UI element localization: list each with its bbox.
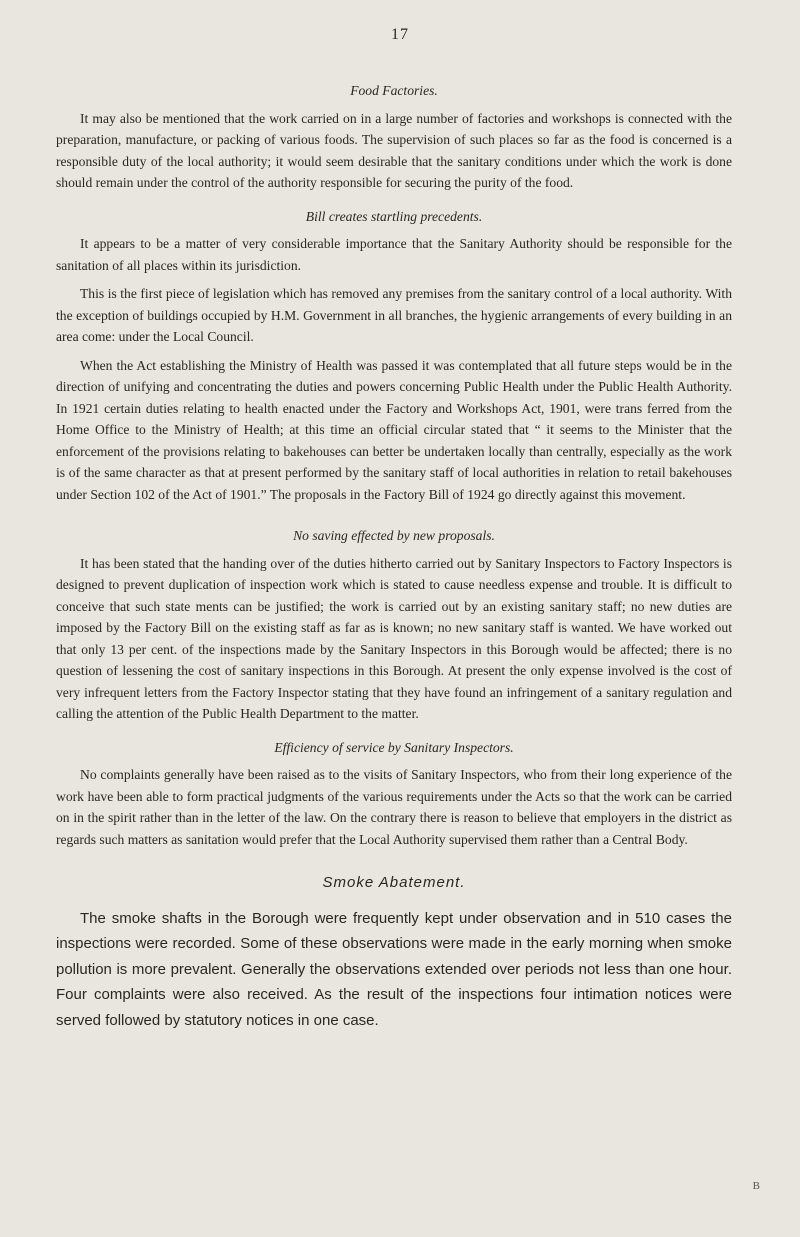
paragraph: It has been stated that the handing over of the duties hitherto carried out by Sanitary Inspectors to Factory Inspectors is designed to prevent duplication of inspection work which is stated to cause needless expense and trouble. It is difficult to conceive that such state ments can be justified; the work is carried out by an existing sanitary staff; no new duties are imposed by the Factory Bill on the existing staff as far as is known; no new sanitary staff is wanted. We have worked out that only 13 per cent. of the inspections made by the Sanitary Inspectors in this Borough would be affected; there is no question of lessening the cost of sanitary inspections in this Borough. At present the only expense involved is the cost of very infrequent letters from the Factory Inspector stating that they have found an infringement of a sanitary regulation and calling the attention of the Public Health Department to the matter. (56, 555, 732, 721)
section-food-factories (56, 80, 732, 194)
section-heading: Bill creates startling precedents. (305, 208, 483, 224)
paragraph: When the Act establishing the Ministry of Health was passed it was contemplated that all future steps would be in the direction of unifying and concentrating the duties and powers concerning Public Health under the Public Health Authority. In 1921 certain duties relating to health enacted under the Factory and Workshops Act, 1901, were trans ferred from the Home Office to the Ministry of Health; at this time an official circular stated that “ it seems to the Minister that the enforcement of the provisions relating to bakehouses can better be undertaken locally than centrally, especially as the work is of the same character as that at present performed by the sanitary staff of local authorities in relation to retail bakehouses under Section 102 of the Act of 1901.” The proposals in the Factory Bill of 1924 go directly against this movement. (56, 357, 732, 502)
paragraph: It appears to be a matter of very considerable importance that the Sanitary Authority should be responsible for the sanitation of all places within its jurisdiction. (56, 236, 732, 273)
paragraph: No complaints generally have been raised as to the visits of Sanitary Inspectors, who from their long experience of the work have been able to form practical judgments of the various requirements under the Acts so that the work can be carried on in the spirit rather than in the letter of the law. On the contrary there is reason to believe that employers in the district as regards such matters as sanitation would prefer that the Local Authority supervised them rather than a Central Body. (56, 767, 732, 847)
document-body (56, 80, 732, 1033)
section-heading: Food Factories. (350, 83, 438, 98)
page-number: 17 (391, 26, 409, 43)
paragraph: It may also be mentioned that the work carried on in a large number of factories and workshops is connected with the preparation, manufacture, or packing of various foods. The supervision of such places so far as the food is concerned is a responsible duty of the local authority; it would seem desirable that the sanitary conditions under which the work is done should remain under the control of the authority responsible for securing the purity of the food. (56, 110, 732, 190)
section-no-saving (56, 525, 732, 725)
section-efficiency (56, 737, 732, 851)
section-heading: Smoke Abatement. (322, 874, 466, 891)
paragraph: This is the first piece of legislation which has removed any premises from the sanitary control of a local authority. With the exception of buildings occupied by H.M. Government in all branches, the hygienic arrangements of every building in an area come: under the Local Council. (56, 286, 732, 344)
section-heading: Efficiency of service by Sanitary Inspectors. (274, 739, 514, 755)
section-heading: No saving effected by new proposals. (293, 528, 495, 543)
section-bill-precedents (56, 206, 732, 506)
section-smoke-abatement (56, 872, 732, 1033)
paragraph: The smoke shafts in the Borough were frequently kept under observation and in 510 cases the inspections were recorded. Some of these observations were made in the early morning when smoke pollution is more prevalent. Generally the observations extended over periods not less than one hour. Four complaints were also received. As the result of the inspections four intimation notices were served followed by statutory notices in one case. (56, 909, 732, 1029)
signature-mark: B (752, 1180, 760, 1192)
